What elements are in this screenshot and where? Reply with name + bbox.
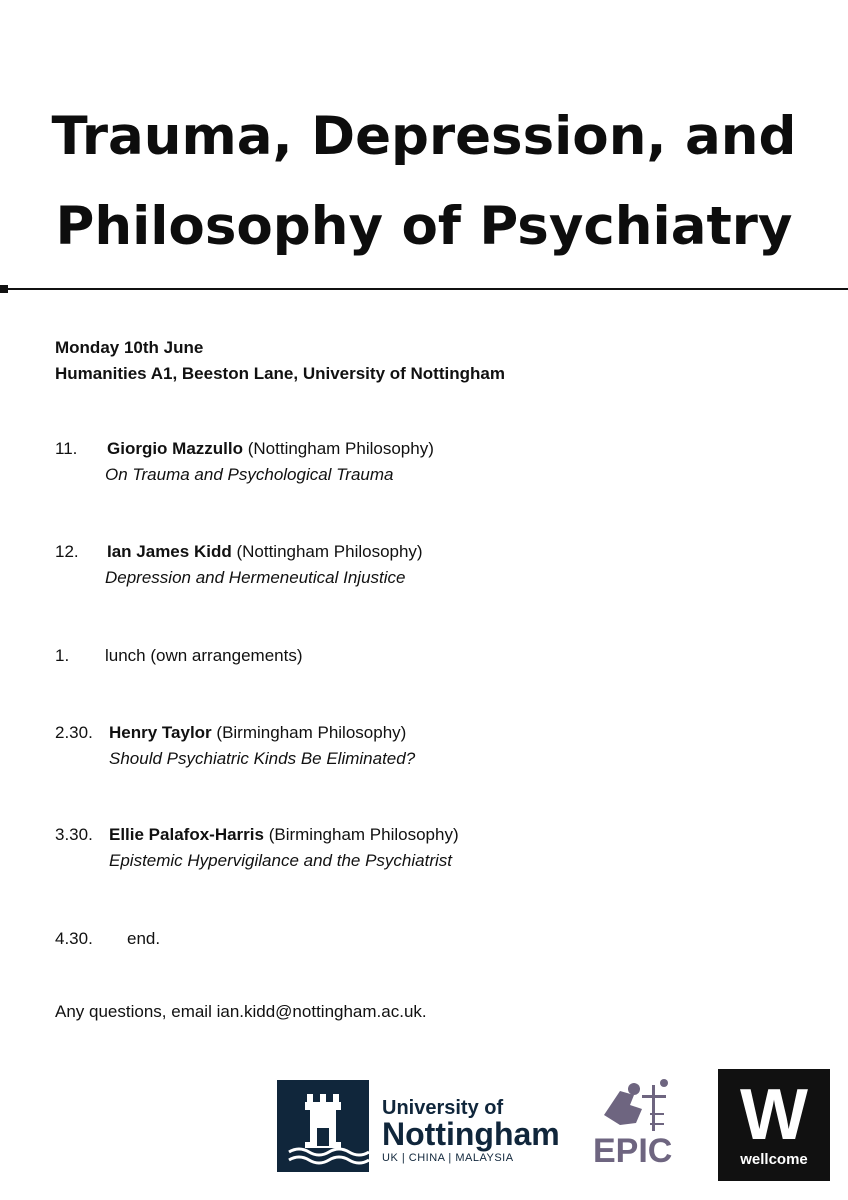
university-of-nottingham-crest-logo <box>277 1080 369 1172</box>
schedule-text: lunch (own arrangements) <box>105 646 303 665</box>
schedule-time: 1. <box>55 646 70 665</box>
speaker-affiliation: (Nottingham Philosophy) <box>247 439 434 458</box>
speaker-name: Ellie Palafox-Harris <box>109 825 264 844</box>
schedule-item <box>55 720 415 772</box>
wellcome-wordmark: wellcome <box>740 1151 808 1168</box>
talk-title: Should Psychiatric Kinds Be Eliminated? <box>109 749 416 768</box>
justice-figure-icon <box>590 1075 690 1135</box>
uon-line-2: Nottingham <box>382 1116 560 1152</box>
schedule-item <box>55 539 423 591</box>
contact-line: Any questions, email ian.kidd@nottingham.ac.uk. <box>55 1002 427 1021</box>
schedule-item <box>55 643 302 669</box>
event-location: Humanities A1, Beeston Lane, University of Nottingham <box>55 364 505 383</box>
schedule-time: 4.30. <box>55 929 93 948</box>
schedule-text: end. <box>127 929 161 948</box>
divider <box>0 288 848 290</box>
title-line-1: Trauma, Depression, and <box>51 106 797 167</box>
speaker-name: Ian James Kidd <box>107 542 232 561</box>
wellcome-logo <box>718 1069 830 1181</box>
event-details <box>55 335 505 387</box>
page-title <box>0 92 848 272</box>
schedule-item <box>55 926 160 952</box>
speaker-affiliation: (Birmingham Philosophy) <box>216 723 407 742</box>
university-of-nottingham-wordmark <box>382 1098 560 1166</box>
schedule-item <box>55 822 459 874</box>
event-date: Monday 10th June <box>55 338 204 357</box>
speaker-name: Giorgio Mazzullo <box>107 439 243 458</box>
epic-wordmark: EPIC <box>593 1132 673 1170</box>
uon-line-3: UK | CHINA | MALAYSIA <box>382 1152 514 1164</box>
talk-title: On Trauma and Psychological Trauma <box>105 465 394 484</box>
schedule-time: 3.30. <box>55 825 93 844</box>
schedule-time: 11. <box>55 439 78 458</box>
schedule-item <box>55 436 434 488</box>
speaker-affiliation: (Birmingham Philosophy) <box>268 825 459 844</box>
speaker-name: Henry Taylor <box>109 723 212 742</box>
talk-title: Epistemic Hypervigilance and the Psychiatrist <box>109 851 452 870</box>
wellcome-w-mark: W <box>740 1075 808 1155</box>
castle-icon <box>277 1080 369 1172</box>
uon-line-1: University of <box>382 1097 504 1119</box>
schedule-time: 12. <box>55 542 79 561</box>
speaker-affiliation: (Nottingham Philosophy) <box>236 542 423 561</box>
title-line-2: Philosophy of Psychiatry <box>55 196 793 257</box>
schedule-time: 2.30. <box>55 723 93 742</box>
talk-title: Depression and Hermeneutical Injustice <box>105 568 406 587</box>
